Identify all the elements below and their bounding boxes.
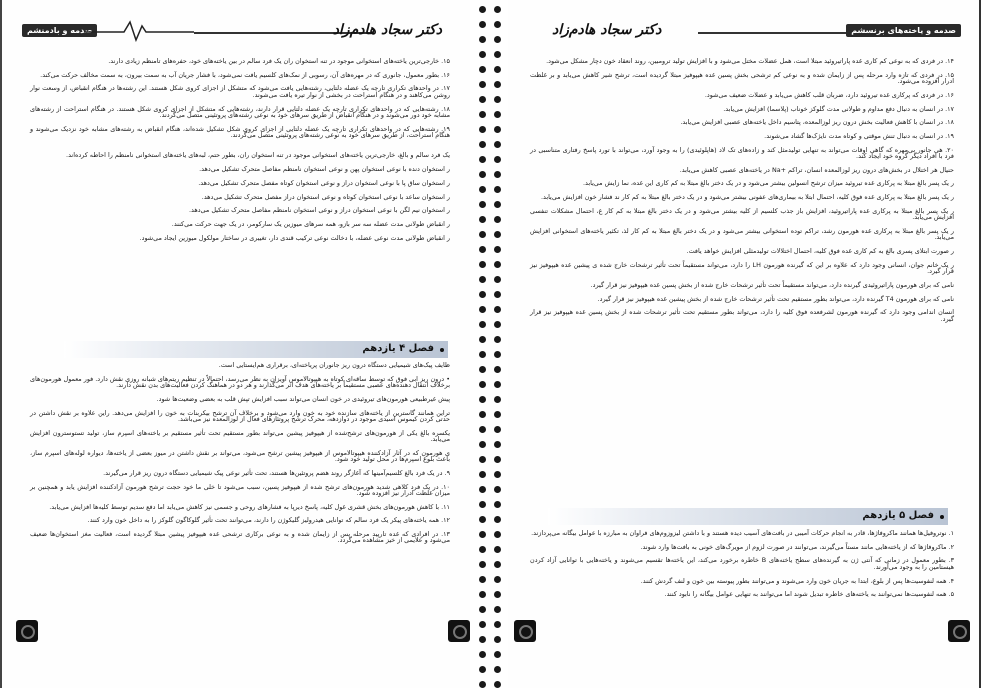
- binding-ring-icon: [494, 621, 501, 628]
- binding-ring-icon: [494, 216, 501, 223]
- binding-ring-icon: [494, 111, 501, 118]
- binding-ring-icon: [494, 351, 501, 358]
- question-item: ظایف پیک‌های شیمیایی دستگاه درون ریز جانوران پریاخته‌ای، برقراری هم‌ایستایی است.: [218, 361, 450, 369]
- binding-ring-icon: [494, 201, 501, 208]
- statement-item: ر انقباض طولانی مدت عضله سه سر بازو، همه سرهای میوزین یک سارکومر، در یک جهت حرکت می‌کنند.: [171, 219, 450, 228]
- left-header-title: دکتر سجاد هادم‌زاد: [332, 22, 442, 38]
- right-chapter-banner: [548, 508, 948, 525]
- binding-ring-icon: [479, 171, 486, 178]
- binding-ring-icon: [494, 456, 501, 463]
- statement-item: یک فرد سالم و بالغ، خارجی‌ترین یاخته‌های استخوانی موجود در تنه استخوان ران، بطور حتم، لبه‌های یاخته‌های استخوانی نامنظم را احاطه کرده‌اند.: [66, 151, 450, 160]
- binding-ring-icon: [494, 366, 501, 373]
- binding-ring-icon: [494, 561, 501, 568]
- corner-ornament-icon: [948, 620, 970, 642]
- binding-ring-icon: [479, 201, 486, 208]
- binding-ring-icon: [479, 411, 486, 418]
- binding-ring-icon: [494, 36, 501, 43]
- question-item: • درون ریز ابی فوق که توسط ساقه‌ای کوتاه به هیپوتالاموس آویزان به نظر می‌رسد، احتمالاً در تنظیم ریتم‌های شبانه روزی نقش دارد. فور معمول هورمون‌های برخلاف انتقال دهنده‌های عصبی مستقیماً بر یاخته‌های هدف اثر می‌گذارند و هر دو در هماهنگ کردن فعالیت‌های بدن نقش دارند.: [30, 374, 450, 390]
- statement-item: ر استخوان ساعد با نوعی استخوان کوتاه و نوعی استخوان دراز مفصل متحرک تشکیل می‌دهد.: [201, 192, 450, 201]
- question-item: ۱۷. در واحدهای تکراری تارچه یک عضله دلتایی، رشته‌هایی یافت می‌شود که متشکل از اجزای کروی شکل هستند. این رشته‌ها در هنگام انقباض، از وسعت نوار روشن می‌کاهند و در هنگام استراحت در بخشی از نوار تیره یافت می‌شوند.: [30, 84, 450, 99]
- left-chapter-banner: [64, 341, 448, 358]
- binding-ring-icon: [494, 126, 501, 133]
- chapter-title: فصل ۴ یازدهم: [362, 343, 434, 354]
- question-item: ۱۲. همه یاخته‌های پیکر یک فرد سالم که توانایی هیدرولیز گلیکوژن را دارند، می‌توانند تحت تأثیر گلوکاگون گلوکز را به داخل خون وارد کنند.: [87, 516, 450, 525]
- question-item: ۱۵. خارجی‌ترین یاخته‌های استخوانی موجود در تنه استخوان ران یک فرد سالم در بین یاخته‌های خود، حفره‌های تامنظم زیادی دارند.: [108, 57, 450, 65]
- binding-ring-icon: [479, 651, 486, 658]
- heartbeat-line-icon: [84, 18, 194, 42]
- question-item: ۱۵. در فردی که تازه وارد مرحله پس از زایمان شده و به نوعی کم ترشحی بخش پسین غده هیپوفیز مبتلا گردیده است، ترشح شیر کاهش می‌یابد و بر غلظت ادرار افزوده می‌شود.: [530, 70, 954, 86]
- question-item: ۱۸. رشته‌هایی که در واحدهای تکراری تارچه یک عضله دلتایی قرار دارند، رشته‌هایی که متشکل از اجزای کروی شکل هستند. در هنگام استراحت از رشته‌های مشابه خود دور می‌شوند و در هنگام انقباض از طریق سرهای خود به نوعی رشته‌های پروتئینی متصل می‌گردند.: [30, 104, 450, 119]
- left-page-header: [2, 14, 470, 54]
- binding-ring-icon: [479, 81, 486, 88]
- binding-ring-icon: [479, 396, 486, 403]
- statement-item: ر صورت ابتلای پسری بالغ به کم کاری غده فوق کلیه، احتمال اختلالات تولیدمثلی افزایش خواهد یافت.: [686, 247, 954, 256]
- binding-ring-icon: [494, 606, 501, 613]
- binding-ring-icon: [479, 111, 486, 118]
- right-bottom-text-column: [530, 530, 954, 605]
- binding-ring-icon: [494, 291, 501, 298]
- binding-ring-icon: [494, 651, 501, 658]
- binding-ring-icon: [479, 51, 486, 58]
- statement-item: ر یک پسر بالغ مبتلا به پرکاری غده فوق کلیه، احتمال ابتلا به بیماری‌های عفونی بیشتر می‌شود و در یک دختر بالغ مبتلا به کم کار ند فشار خون افزایش می‌یابد.: [540, 193, 954, 202]
- statement-item: ر استخوان نیم لگن با نوعی استخوان دراز و نوعی استخوان نامنظم مفاصل متحرک تشکیل می‌دهد.: [188, 206, 450, 215]
- binding-ring-icon: [494, 516, 501, 523]
- binding-ring-icon: [479, 681, 486, 688]
- binding-ring-icon: [494, 576, 501, 583]
- question-item: ۱۹. رشته‌هایی که در واحدهای تکراری تارچه یک عضله دلتایی از اجزای کروی شکل تشکیل شده‌اند، هنگام انقباض به رشته‌های مشابه خود نزدیک می‌شوند و هنگام استراحت، از طریق سرهای خود به نوعی رشته‌های پروتئینی متصل می‌گردند.: [30, 124, 450, 140]
- corner-ornament-icon: [16, 620, 38, 642]
- left-top-text-column: [30, 58, 450, 248]
- question-item: ۴. همه لنفوسیت‌ها پس از بلوغ، ابتدا به جریان خون وارد می‌شوند و می‌توانند بطور پیوسته بین خون و لنف گردش کنند.: [640, 576, 954, 585]
- binding-ring-icon: [479, 306, 486, 313]
- statement-item: ر یک خانم جوان، انسانی وجود دارد که علاوه بر این که گیرنده هورمون LH را دارد، می‌تواند مستقیماً تحت تأثیر ترشحات خارج شده ی پیشین غده هیپوفیز نیز قرار گیرد.: [530, 260, 954, 276]
- binding-ring-icon: [494, 546, 501, 553]
- question-item: پیش غیرطبیعی هورمون‌های تیروئیدی در خون انسان می‌تواند سبب افزایش تپش قلب به بعضی وضعیت‌ها شود.: [156, 394, 450, 403]
- binding-ring-icon: [479, 21, 486, 28]
- question-item: ۵. همه لنفوسیت‌ها نمی‌توانند به یاخته‌های خاطره تبدیل شوند اما می‌توانند به تنهایی عوامل بیگانه را نابود کنند.: [664, 590, 954, 599]
- right-top-text-column: [530, 58, 954, 329]
- question-item: تراین همانند گاسترین از یاخته‌های سازنده خود به خون وارد می‌شود و برخلاف آن ترشح بیکربنات به خون را افزایش می‌دهد. راین علاوه بر نقش داشتن در حدتی کردن کیموس اسیدی موجود در دوازدهه، محرک ترشح پروتئازهای فعال از لوزالمعده نیز می‌باشد.: [30, 408, 450, 423]
- corner-ornament-icon: [514, 620, 536, 642]
- binding-ring-icon: [494, 666, 501, 673]
- binding-ring-icon: [479, 351, 486, 358]
- binding-ring-icon: [479, 336, 486, 343]
- question-item: ۱۸. در انسان با کاهش فعالیت بخش درون ریز لوزالمعده، پتاسیم داخل یاخته‌های عصبی افزایش می‌یابد.: [680, 118, 954, 127]
- binding-ring-icon: [494, 66, 501, 73]
- left-page: [0, 0, 470, 688]
- binding-ring-icon: [494, 51, 501, 58]
- binding-ring-icon: [494, 441, 501, 448]
- binding-ring-icon: [479, 261, 486, 268]
- right-header-title: دکتر سجاد هادم‌زاد: [552, 22, 662, 38]
- binding-ring-icon: [479, 621, 486, 628]
- question-item: ۳. بطور معمول در زمانی که آنتی ژن به گیرنده‌های سطح یاخته‌های B خاطره برخورد می‌کند، این یاخته‌ها تقسیم می‌شوند و یاخته‌هایی با توانایی آزاد کردن هیستامین را به وجود می‌آورند.: [530, 556, 954, 571]
- question-item: ۱. نوتروفیل‌ها همانند ماکروفاژها، قادر به انجام حرکات آمیبی در بافت‌های آسیب دیده هستند و با داشتن لیزوزوم‌های فراوان به مبارزه با عوامل بیگانه می‌پردازند.: [531, 529, 954, 537]
- statement-item: انسان اندامی وجود دارد که گیرنده هورمون لشرفعده فوق کلیه را دارد، می‌تواند بطور مستقیم تحت تأثیر ترشحات شده از بخش پسین غده هیپوفیز نیز قرار گیرد.: [530, 308, 954, 323]
- question-item: ۹. در یک فرد بالغ کلسیم‌آمینها که آغازگر روند هضم پروتئین‌ها هستند، تحت تأثیر نوعی پیک شیمیایی دستگاه درون ریز قرار می‌گیرند.: [103, 468, 450, 477]
- question-item: ۱۹. در انسان به دنبال تنش موقتی و کوتاه مدت نایژک‌ها گشاد می‌شوند.: [764, 131, 954, 140]
- binding-ring-icon: [494, 96, 501, 103]
- question-item: ۱۰. در یک فرد کلاهی شدید هورمون‌های ترشح شده از هیپوفیز پسین، سبب می‌شود تا خلی ما خود حجت ترشح هورمون آزادکننده افزایش یابد و همچنین بر میزان غلظت ادرار نیز افزوده شود.: [30, 482, 450, 497]
- binding-ring-icon: [479, 576, 486, 583]
- binding-ring-icon: [479, 246, 486, 253]
- left-bottom-text-column: [30, 362, 450, 551]
- binding-ring-icon: [479, 231, 486, 238]
- binding-ring-icon: [494, 276, 501, 283]
- binding-ring-icon: [479, 501, 486, 508]
- question-item: ۲۰. هی جانور بی‌مهره که گاهی اوقات می‌تواند به تنهایی تولیدمثل کند و زاده‌های تک لاد (هاپلوئیدی) را به وجود آورد، می‌تواند با تورد پاسخ رفتاری متناسبی در فرد با افراد دیگر گروه خود ایجاد کند.: [530, 145, 954, 161]
- binding-ring-icon: [494, 486, 501, 493]
- binding-ring-icon: [479, 486, 486, 493]
- binding-ring-icon: [479, 606, 486, 613]
- statement-item: ر استخوان دنده با نوعی استخوان پهن و نوعی استخوان نامنظم مفاصل متحرک تشکیل می‌دهد.: [199, 165, 450, 174]
- binding-ring-icon: [479, 426, 486, 433]
- statement-item: ر انقباض طولانی مدت نوعی عضله، با دخالت نوعی ترکیب قندی دار، تغییری در ساختار مولکول میوزین ایجاد می‌شود.: [139, 233, 450, 242]
- question-item: ۱۱. با کاهش هورمون‌های بخش قشری غول کلیه، پاسخ دیرپا به فشارهای روحی و جسمی نیز کاهش می‌یابد اما دفع سدیم توسط کلیه‌ها افزایش می‌یابد.: [49, 502, 450, 511]
- question-item: یکسره بالغ یکی از هورمون‌های ترشح‌شده از هیپوفیز پیشین می‌تواند بطور مستقیم تحت تأثیر مستقیم بر یاخته‌های اسپرم ساز، تولید تستوسترون افزایش می‌یابد.: [30, 428, 450, 444]
- binding-ring-icon: [494, 531, 501, 538]
- binding-ring-icon: [494, 426, 501, 433]
- question-item: ۱۳. در افرادی که غده تارپید مرحله پس از زایمان شده و به نوعی برکاری ترشحی غده هیپوفیز پیشین مبتلا گردیده است، فعالیت مغز استخوان‌ها ضعیف می‌شود و علایمی از خیز مشاهده می‌گردد.: [30, 530, 450, 545]
- corner-ornament-icon: [448, 620, 470, 642]
- binding-ring-icon: [479, 456, 486, 463]
- question-item: ۲. ماکروفاژها که از یاخته‌هایی مانند مستاً می‌گیرند، می‌توانند در صورت لزوم از مویرگ‌های خونی به بافت‌ها وارد شوند.: [640, 542, 954, 551]
- question-item: ۱۴. در فردی که به نوعی کم کاری غده پاراتیروئید مبتلا است، همل عضلات مختل می‌شود و با افزایش تولید ترومبین، روند انعقاد خون دچار مشکل می‌شود.: [546, 57, 954, 65]
- binding-ring-icon: [479, 441, 486, 448]
- binding-ring-icon: [494, 681, 501, 688]
- binding-ring-icon: [479, 516, 486, 523]
- statement-item: ر یک پسر بالغ مبتلا به پرکاری غده پاراتیروئید، افزایش باز جذب کلسیم از کلیه بیشتر می‌شود و در یک دختر بالغ مبتلا به کم کار غ، احتمال مشکلات تنفسی افزایش می‌یابد.: [530, 206, 954, 222]
- binding-ring-icon: [479, 366, 486, 373]
- binding-ring-icon: [479, 216, 486, 223]
- binding-ring-icon: [494, 171, 501, 178]
- question-item: ۱۶. در فردی که پرکاری غده تیروئید دارد، ضربان قلب کاهش می‌یابد و عضلات ضعیف می‌شود.: [704, 90, 954, 99]
- question-item: ۱۷. در انسان به دنبال دفع مداوم و طولانی مدت گلوکز خوناب (پلاسما) افزایش می‌یابد.: [723, 104, 954, 113]
- binding-ring-icon: [479, 66, 486, 73]
- binding-ring-icon: [494, 501, 501, 508]
- statement-item: حنیال هر اختلال در بخش‌های درون ریز لوزالمعده انسان، تراکم +Na در یاخته‌های عصبی کاهش می‌یابد.: [679, 165, 954, 174]
- right-header-tab: صدمه و یاخته‌های برنسشم: [846, 24, 961, 37]
- binding-ring-icon: [494, 81, 501, 88]
- binding-ring-icon: [494, 231, 501, 238]
- chapter-title: فصل ۵ یازدهم: [862, 510, 934, 521]
- binding-ring-icon: [494, 186, 501, 193]
- binding-ring-icon: [479, 666, 486, 673]
- binding-ring-icon: [494, 336, 501, 343]
- binding-ring-icon: [494, 411, 501, 418]
- question-item: ی هورمون که در آثار آزادکننده هیپوتالاموس از هیپوفیز پیشین ترشح می‌شود، می‌تواند بر نقش داشتن در میوز بعضی از یاخته‌ها، دیواره لوله‌های اسپرم ساز، باعث بلوغ اسپرم‌ها در محل تولید خود شود.: [30, 448, 450, 464]
- binding-ring-icon: [494, 246, 501, 253]
- right-page-header: [508, 14, 981, 54]
- binding-ring-icon: [479, 321, 486, 328]
- question-item: ۱۶. بطور معمول، جانوری که در مهره‌های آن، رسوبی از نمک‌های کلسیم یافت نمی‌شود، با فشار جریان آب به سمت بیرون، به سمت مخالف حرکت می‌کند.: [40, 70, 450, 79]
- binding-ring-icon: [494, 381, 501, 388]
- binding-ring-icon: [479, 591, 486, 598]
- binding-ring-icon: [479, 291, 486, 298]
- binding-ring-icon: [479, 531, 486, 538]
- binding-ring-icon: [494, 261, 501, 268]
- binding-ring-icon: [494, 471, 501, 478]
- right-page: [508, 0, 981, 688]
- binding-ring-icon: [494, 21, 501, 28]
- binding-ring-icon: [494, 6, 501, 13]
- statement-item: ر یک پسر بالغ مبتلا به پرکاری غده هورمون رشد، تراکم توده استخوانی بیشتر می‌شود و در یک دختر بالغ مبتلا به کم کار لذ، تکثیر یاخته‌های استخوانی افزایش می‌یابد.: [530, 226, 954, 242]
- binding-spine: [470, 0, 508, 688]
- binding-ring-icon: [479, 636, 486, 643]
- binding-ring-icon: [494, 636, 501, 643]
- binding-ring-icon: [479, 141, 486, 148]
- binding-ring-icon: [479, 471, 486, 478]
- statement-item: نامی که برای هورمون T4 گیرنده دارد، می‌تواند بطور مستقیم تحت تأثیر ترشحات خارج شده از بخش پیشین غده هیپوفیز نیز قرار گیرد.: [597, 294, 954, 303]
- binding-ring-icon: [479, 561, 486, 568]
- binding-ring-icon: [479, 126, 486, 133]
- binding-ring-icon: [494, 156, 501, 163]
- binding-ring-icon: [479, 96, 486, 103]
- binding-ring-icon: [479, 276, 486, 283]
- binding-ring-icon: [494, 306, 501, 313]
- statement-item: نامی که برای هورمون پاراتیروئیدی گیرنده دارد، می‌تواند مستقیماً تحت تأثیر ترشحات خارج شده از بخش پسین غده هیپوفیز نیز قرار گیرد.: [590, 280, 954, 289]
- right-header-rule: [698, 32, 858, 34]
- binding-ring-icon: [494, 396, 501, 403]
- binding-ring-icon: [494, 141, 501, 148]
- binding-ring-icon: [479, 36, 486, 43]
- binding-ring-icon: [479, 381, 486, 388]
- binding-ring-icon: [479, 546, 486, 553]
- binding-ring-icon: [479, 6, 486, 13]
- binding-ring-icon: [494, 321, 501, 328]
- statement-item: ر یک پسر بالغ مبتلا به پرکاری غده تیروئید میزان ترشح انسولین بیشتر می‌شود و در یک دختر بالغ مبتلا به کم کاری این غده، نما زایش می‌یابد.: [582, 179, 954, 188]
- binding-ring-icon: [494, 591, 501, 598]
- statement-item: ر استخوان ساق پا با نوعی استخوان دراز و نوعی استخوان کوتاه مفصل متحرک تشکیل می‌دهد.: [198, 178, 450, 187]
- left-header-tab: صدمه و بادمنشم: [22, 24, 97, 37]
- binding-ring-icon: [479, 156, 486, 163]
- binding-ring-icon: [479, 186, 486, 193]
